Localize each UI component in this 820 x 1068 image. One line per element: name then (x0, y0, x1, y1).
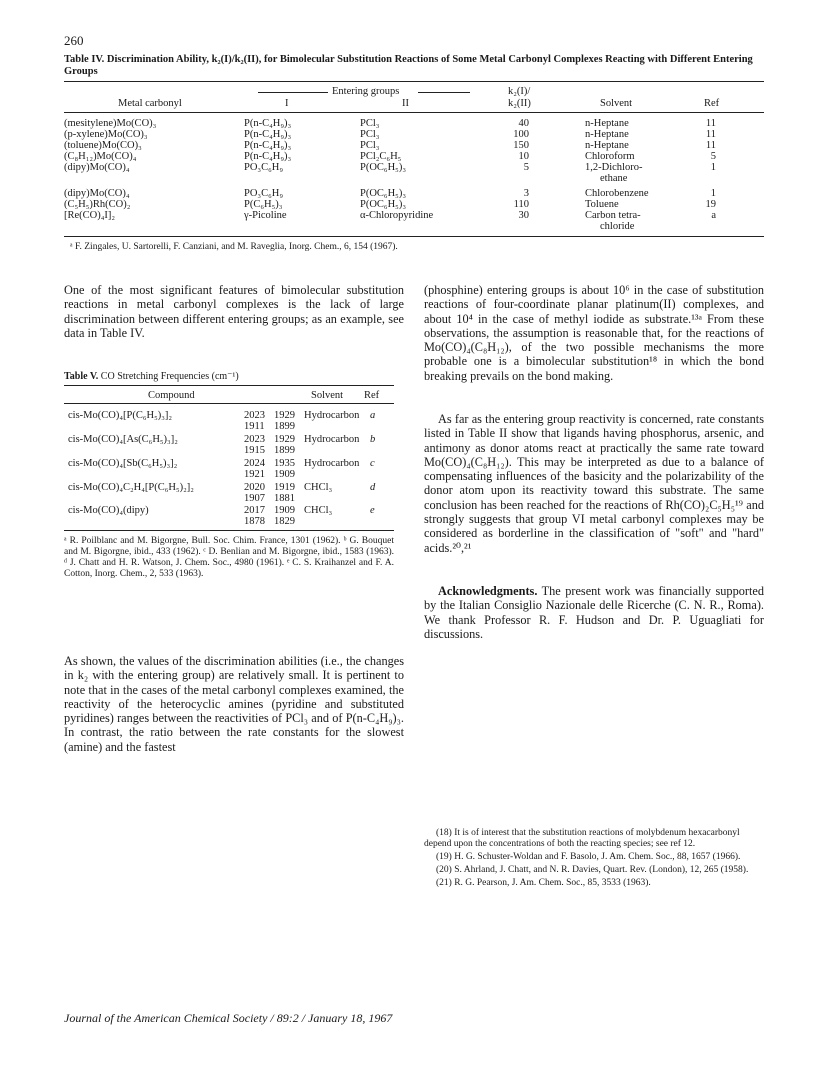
t5-ref: b (370, 434, 376, 445)
t4-group-i: P(C₆H₅)₃ (244, 199, 283, 210)
right-paragraph-1: (phosphine) entering groups is about 10⁶ in the case of substitution reactions of four-coordinate planar platinum(II) complexes, and about 10⁴ in the case of methyl iodide as substrate.¹³ᵃ From these observations, the assumption is reasonable that, for the reactions of Mo(CO)₄(C₈H₁₂), of the two possible mechanisms the more probable one is a bimolecular substitution¹⁸ in which the bond breaking prevails on the bond making. (424, 283, 764, 383)
t5-freq: 1915 (244, 445, 265, 456)
t5-freq: 2023 (244, 410, 265, 421)
t4-header-ratio-bottom: k₂(II) (508, 98, 531, 109)
page-number: 260 (64, 33, 84, 48)
table-iv-footnote: ᵃ F. Zingales, U. Sartorelli, F. Canziani, and M. Raveglia, Inorg. Chem., 6, 154 (1967). (70, 242, 398, 252)
t4-group-i: PO₃C₆H₉ (244, 162, 283, 173)
t4-ratio: 100 (513, 129, 529, 140)
t4-ratio: 40 (518, 118, 529, 129)
t5-compound: cis-Mo(CO)₄C₂H₄[P(C₆H₅)₂]₂ (68, 482, 194, 493)
t4-ratio: 110 (513, 199, 529, 210)
table-v-footnote: ᵃ R. Poilblanc and M. Bigorgne, Bull. Soc. Chim. France, 1301 (1962). ᵇ G. Bouquet and M. Bigorgne, ibid., 433 (1962). ᶜ D. Benlian and M. Bigorgne, ibid., 1583 (1963). ᵈ J. Chatt and H. R. Watson, J. Chem. Soc., 4980 (1961). ᵉ C. S. Kraihanzel and F. A. Cotton, Inorg. Chem., 2, 533 (1963). (64, 536, 394, 579)
t5-freq: 1919 (274, 482, 295, 493)
t5-freq: 2023 (244, 434, 265, 445)
t4-group-ii: P(OC₆H₅)₃ (360, 188, 406, 199)
t5-freq: 1899 (274, 421, 295, 432)
t5-compound: cis-Mo(CO)₄[P(C₆H₅)₃]₂ (68, 410, 173, 421)
right-paragraph-2: As far as the entering group reactivity is concerned, rate constants listed in Table II show that ligands having phosphorus, arsenic, and antimony as donor atoms react at practically the same rate toward Mo(CO)₄(C₈H₁₂). This may be interpreted as due to a balance of compensating influences of the basicity and the polarizability of the donor atom upon its reactivity toward this substrate. The same conclusion has been reached for the reactions of Rh(CO)₂C₅H₅¹⁹ and strongly suggests that group VI metal carbonyl complexes may be considered as borderline in the classification of "soft" and "hard" acids.²⁰,²¹ (424, 412, 764, 555)
reference-item: (21) R. G. Pearson, J. Am. Chem. Soc., 85, 3533 (1963). (436, 878, 651, 888)
t4-metal: (p-xylene)Mo(CO)₃ (64, 129, 148, 140)
table-v-caption-text: CO Stretching Frequencies (cm⁻¹) (100, 371, 239, 382)
t4-metal: (dipy)Mo(CO)₄ (64, 188, 130, 199)
t5-solvent: CHCl₃ (304, 482, 333, 493)
t5-header-ref: Ref (364, 390, 380, 401)
t5-freq: 1921 (244, 469, 265, 480)
t4-header-ratio-top: k₂(I)/ (508, 86, 531, 97)
t5-ref: d (370, 482, 376, 493)
t4-group-ii: PCl₃ (360, 118, 380, 129)
t5-freq: 2020 (244, 482, 265, 493)
t5-freq: 2024 (244, 458, 265, 469)
acknowledgments-text: The present work was financially supported by the Italian Consiglio Nazionale delle Ricerche (C. N. R., Roma). We thank Professor R. F. Hudson and Dr. P. Uguagliati for discussions. (424, 584, 764, 641)
t4-group-i: P(n-C₄H₉)₃ (244, 151, 292, 162)
table-iv-caption (64, 54, 764, 78)
table-iv-header-rule (64, 112, 764, 113)
t5-freq: 1881 (274, 493, 295, 504)
t5-freq: 1935 (274, 458, 295, 469)
t4-ref: 11 (705, 140, 716, 151)
journal-footer: Journal of the American Chemical Society / 89:2 / January 18, 1967 (64, 1011, 393, 1025)
t5-solvent: Hydrocarbon (304, 434, 360, 445)
t5-ref: c (370, 458, 375, 469)
t5-header-compound: Compound (148, 390, 195, 401)
t4-header-solvent: Solvent (600, 98, 633, 109)
t5-compound: cis-Mo(CO)₄[As(C₆H₅)₃]₂ (68, 434, 178, 445)
table-iv-bottom-rule (64, 236, 764, 237)
t4-group-i: P(n-C₄H₉)₃ (244, 118, 292, 129)
t4-ref: 11 (705, 129, 716, 140)
t4-group-ii: P(OC₆H₅)₃ (360, 199, 406, 210)
t4-solvent: Chloroform (585, 151, 635, 162)
t5-ref: a (370, 410, 376, 421)
t5-freq: 1911 (244, 421, 265, 432)
t5-compound: cis-Mo(CO)₄[Sb(C₆H₅)₃]₂ (68, 458, 178, 469)
table-v-bottom-rule (64, 530, 394, 531)
t4-header-ref: Ref (704, 98, 720, 109)
t5-freq: 1909 (274, 505, 295, 516)
t4-group-ii: PCl₃ (360, 140, 380, 151)
t4-solvent-cont: chloride (600, 221, 635, 232)
t4-ref: 19 (705, 199, 716, 210)
acknowledgments (424, 584, 764, 641)
t4-ref: 1 (710, 162, 716, 173)
t4-ref: 11 (705, 118, 716, 129)
t4-metal: (C₈H₁₂)Mo(CO)₄ (64, 151, 137, 162)
t5-ref: e (370, 505, 375, 516)
table-iv-top-rule (64, 81, 764, 82)
references (424, 828, 764, 891)
table-v-label: Table V. (64, 371, 99, 382)
t4-header-group-ii: II (402, 98, 409, 109)
t4-solvent: Toluene (585, 199, 619, 210)
t4-metal: (C₅H₅)Rh(CO)₂ (64, 199, 131, 210)
table-iv-label: Table IV. (64, 54, 105, 65)
t4-metal: (toluene)Mo(CO)₃ (64, 140, 142, 151)
t5-freq: 1907 (244, 493, 265, 504)
table-iv-caption-text: Discrimination Ability, k₂(I)/k₂(II), for Bimolecular Substitution Reactions of Some Metal Carbonyl Complexes Reacting with Different Entering Groups (64, 54, 753, 77)
t4-group-ii: α-Chloropyridine (360, 210, 434, 221)
t5-freq: 1899 (274, 445, 295, 456)
left-paragraph-1: One of the most significant features of bimolecular substitution reactions in metal carbonyl complexes is the lack of large discrimination between different entering groups; as an example, see data in Table IV. (64, 283, 404, 340)
t4-ratio: 3 (523, 188, 529, 199)
t4-solvent: n-Heptane (585, 129, 629, 140)
t5-freq: 1829 (274, 516, 295, 527)
t5-compound: cis-Mo(CO)₄(dipy) (68, 505, 149, 516)
t4-ref: 5 (710, 151, 716, 162)
t4-metal: [Re(CO)₄I]₂ (64, 210, 116, 221)
t4-header-metal: Metal carbonyl (118, 98, 182, 109)
table-v-caption (64, 371, 239, 382)
t4-header-entering: Entering groups (332, 86, 400, 97)
t4-group-i: PO₃C₆H₉ (244, 188, 283, 199)
acknowledgments-heading: Acknowledgments. (438, 584, 538, 598)
table-v-top-rule (64, 385, 394, 386)
t4-ref: a (711, 210, 716, 221)
t5-freq: 2017 (244, 505, 265, 516)
t4-group-ii: PCl₃ (360, 129, 380, 140)
entering-groups-bracket (258, 86, 470, 98)
t4-metal: (dipy)Mo(CO)₄ (64, 162, 130, 173)
t4-ratio: 10 (518, 151, 529, 162)
t4-group-i: P(n-C₄H₉)₃ (244, 129, 292, 140)
t4-group-ii: P(OC₆H₅)₃ (360, 162, 406, 173)
t4-ref: 1 (710, 188, 716, 199)
t4-group-i: γ-Picoline (244, 210, 287, 221)
t4-solvent: n-Heptane (585, 118, 629, 129)
reference-item: (19) H. G. Schuster-Woldan and F. Basolo, J. Am. Chem. Soc., 88, 1657 (1966). (436, 852, 741, 862)
t4-ratio: 150 (513, 140, 529, 151)
t5-solvent: Hydrocarbon (304, 410, 360, 421)
left-paragraph-2: As shown, the values of the discrimination abilities (i.e., the changes in k₂ with the entering group) are relatively small. It is pertinent to note that in the cases of the metal carbonyl complexes examined, the reactivity of the heterocyclic amines (pyridine and substituted pyridines) ranges between the reactivities of PCl₃ and of P(n-C₄H₉)₃. In contrast, the ratio between the rate constants for the slowest (amine) and the fastest (64, 654, 404, 754)
t5-freq: 1909 (274, 469, 295, 480)
t4-group-i: P(n-C₄H₉)₃ (244, 140, 292, 151)
t4-group-ii: PCl₂C₆H₅ (360, 151, 402, 162)
t5-freq: 1929 (274, 434, 295, 445)
t4-header-group-i: I (285, 98, 289, 109)
t5-freq: 1878 (244, 516, 265, 527)
reference-item: (18) It is of interest that the substitution reactions of molybdenum hexacarbonyl depend upon the concentrations of both the reacting species; see ref 12. (424, 828, 740, 849)
t4-ratio: 30 (518, 210, 529, 221)
t4-metal: (mesitylene)Mo(CO)₃ (64, 118, 157, 129)
t4-solvent: Carbon tetra- (585, 210, 641, 221)
t5-header-solvent: Solvent (311, 390, 344, 401)
t4-solvent: Chlorobenzene (585, 188, 649, 199)
reference-item: (20) S. Ahrland, J. Chatt, and N. R. Davies, Quart. Rev. (London), 12, 265 (1958). (436, 865, 749, 875)
t5-solvent: Hydrocarbon (304, 458, 360, 469)
t4-solvent-cont: ethane (600, 173, 628, 184)
t4-solvent: n-Heptane (585, 140, 629, 151)
t5-freq: 1929 (274, 410, 295, 421)
t4-ratio: 5 (523, 162, 529, 173)
t5-solvent: CHCl₃ (304, 505, 333, 516)
t4-solvent: 1,2-Dichloro- (585, 162, 643, 173)
table-v-header-rule (64, 403, 394, 404)
